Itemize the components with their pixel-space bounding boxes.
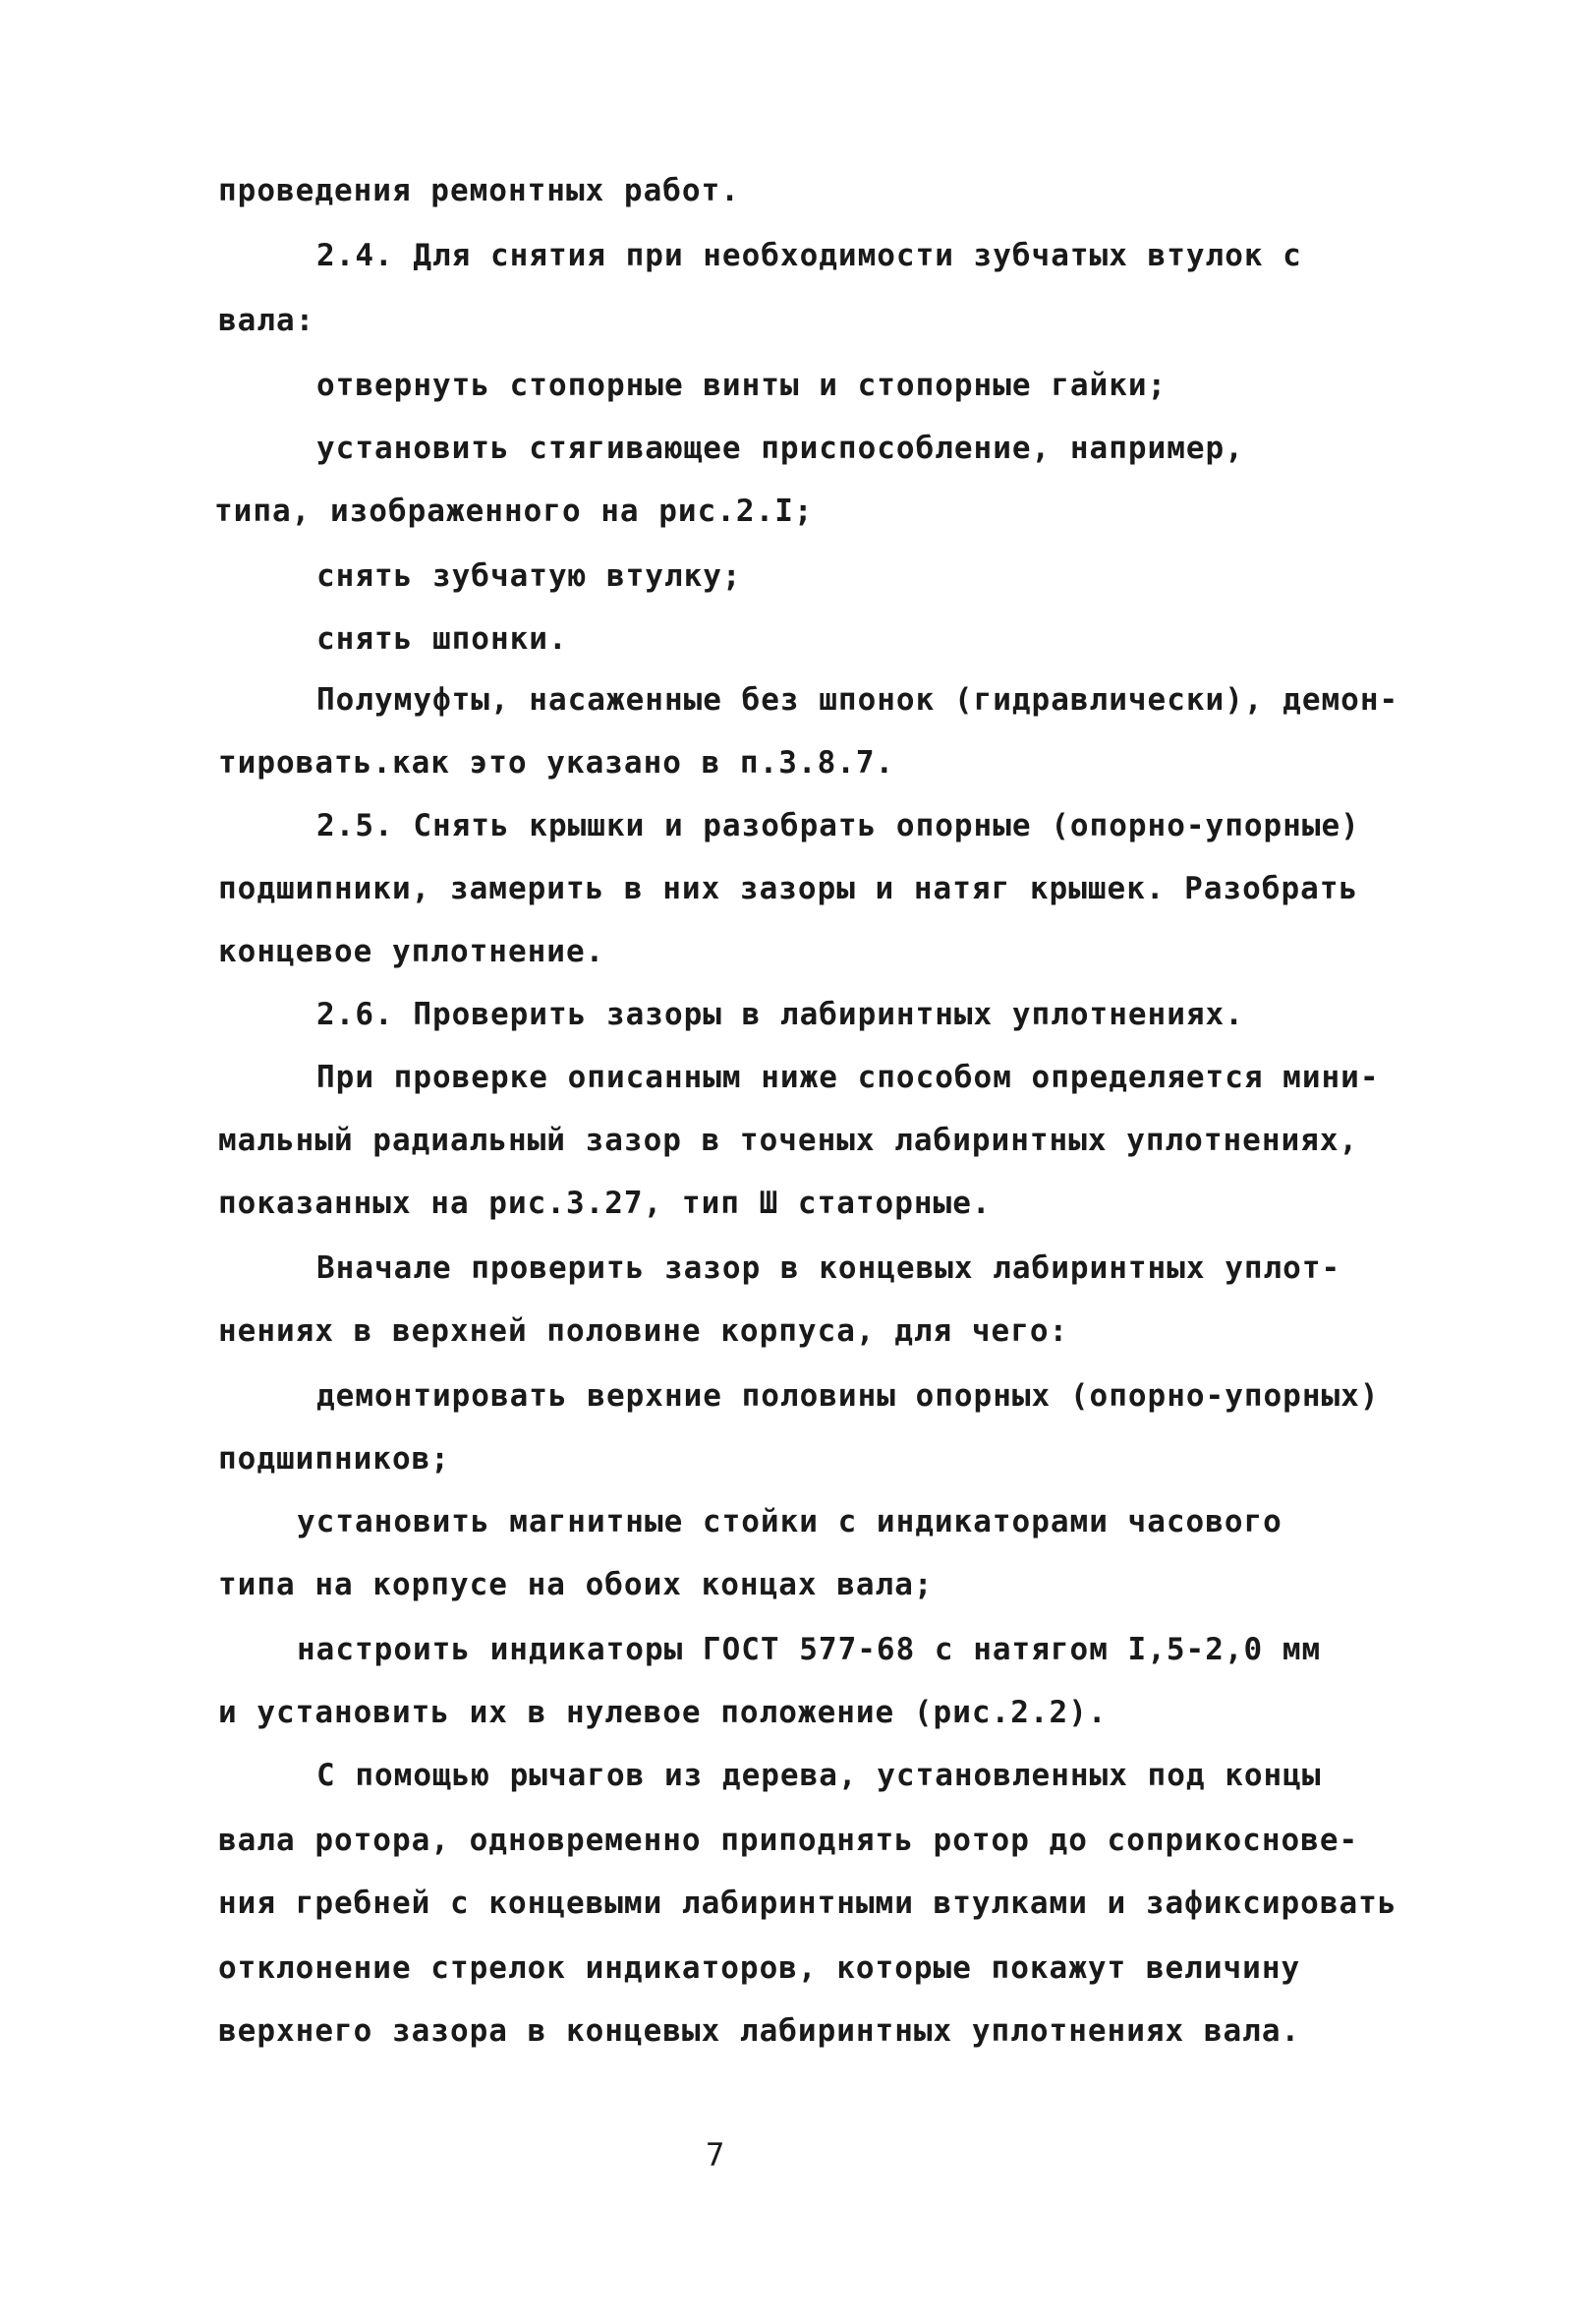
text-line: С помощью рычагов из дерева, установленных под концы [316, 1758, 1322, 1793]
text-line: мальный радиальный зазор в точеных лабиринтных уплотнениях, [218, 1123, 1359, 1158]
text-line: 2.4. Для снятия при необходимости зубчатых втулок с [316, 238, 1302, 273]
text-line: типа на корпусе на обоих концах вала; [218, 1567, 934, 1602]
text-line: вала: [218, 303, 315, 338]
text-line: 2.5. Снять крышки и разобрать опорные (опорно-упорные) [316, 808, 1360, 843]
text-line: верхнего зазора в концевых лабиринтных уплотнениях вала. [218, 2013, 1301, 2049]
text-line: установить магнитные стойки с индикаторами часового [297, 1504, 1282, 1539]
text-line: ния гребней с концевыми лабиринтными втулками и зафиксировать [218, 1886, 1397, 1921]
text-line: типа, изображенного на рис.2.I; [214, 493, 814, 529]
text-line: 2.6. Проверить зазоры в лабиринтных уплотнениях. [316, 997, 1244, 1032]
text-line: проведения ремонтных работ. [218, 173, 740, 208]
text-line: отклонение стрелок индикаторов, которые покажут величину [218, 1950, 1301, 1986]
text-line: снять шпонки. [316, 621, 568, 657]
text-line: подшипники, замерить в них зазоры и натяг крышек. Разобрать [218, 871, 1359, 906]
text-line: показанных на рис.3.27, тип Ш статорные. [218, 1186, 992, 1221]
text-line: тировать.как это указано в п.3.8.7. [218, 745, 895, 781]
text-line: Полумуфты, насаженные без шпонок (гидравлически), демон- [316, 682, 1399, 718]
text-line: вала ротора, одновременно приподнять ротор до соприкоснове- [218, 1823, 1359, 1858]
page-number: 7 [706, 2136, 725, 2174]
text-line: и установить их в нулевое положение (рис.2.2). [218, 1695, 1108, 1730]
text-line: При проверке описанным ниже способом определяется мини- [316, 1060, 1380, 1095]
text-line: настроить индикаторы ГОСТ 577-68 с натягом I,5-2,0 мм [297, 1632, 1322, 1667]
text-line: установить стягивающее приспособление, например, [316, 431, 1244, 466]
text-line: демонтировать верхние половины опорных (опорно-упорных) [316, 1378, 1380, 1414]
text-line: отвернуть стопорные винты и стопорные гайки; [316, 368, 1168, 403]
text-line: концевое уплотнение. [218, 934, 605, 969]
text-line: Вначале проверить зазор в концевых лабиринтных уплот- [316, 1250, 1341, 1286]
text-line: нениях в верхней половине корпуса, для чего: [218, 1313, 1069, 1349]
text-line: снять зубчатую втулку; [316, 558, 742, 594]
text-line: подшипников; [218, 1441, 450, 1477]
